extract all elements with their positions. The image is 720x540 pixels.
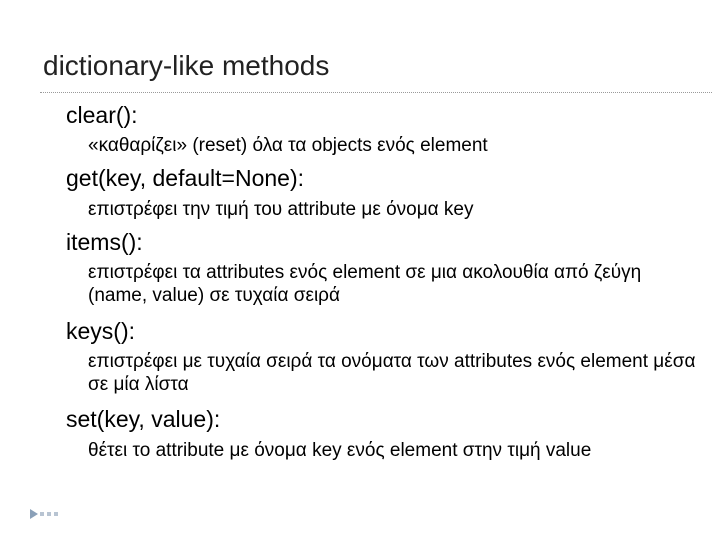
list-subitem-set: [64, 439, 591, 462]
list-subitem-keys: [64, 350, 703, 396]
list-item-clear: [42, 102, 138, 129]
method-name: clear():: [66, 102, 138, 128]
method-description: επιστρέφει τα attributes ενός element σε μια ακολουθία από ζεύγη (name, value) σε τυχαία σειρά: [88, 262, 642, 306]
method-description: επιστρέφει την τιμή του attribute με όνομα key: [88, 199, 474, 220]
method-name: set(key, value):: [66, 406, 221, 432]
list-subitem-items: [64, 261, 703, 307]
slide-nav-arrow-icon[interactable]: [30, 507, 70, 521]
list-item-set: [42, 406, 220, 433]
page-title: dictionary-like methods: [43, 50, 330, 81]
list-item-items: [42, 229, 143, 256]
method-name: get(key, default=None):: [66, 165, 305, 191]
method-name: items():: [66, 229, 143, 255]
method-description: «καθαρίζει» (reset) όλα τα objects ενός element: [88, 135, 488, 156]
list-subitem-clear: [64, 134, 488, 157]
list-item-keys: [42, 318, 135, 345]
list-subitem-get: [64, 198, 473, 221]
method-description: επιστρέφει με τυχαία σειρά τα ονόματα των attributes ενός element μέσα σε μία λίστα: [88, 351, 696, 395]
method-name: keys():: [66, 318, 135, 344]
method-description: θέτει το attribute με όνομα key ενός element στην τιμή value: [88, 440, 592, 461]
list-item-get: [42, 165, 304, 192]
title-divider: [40, 92, 712, 93]
